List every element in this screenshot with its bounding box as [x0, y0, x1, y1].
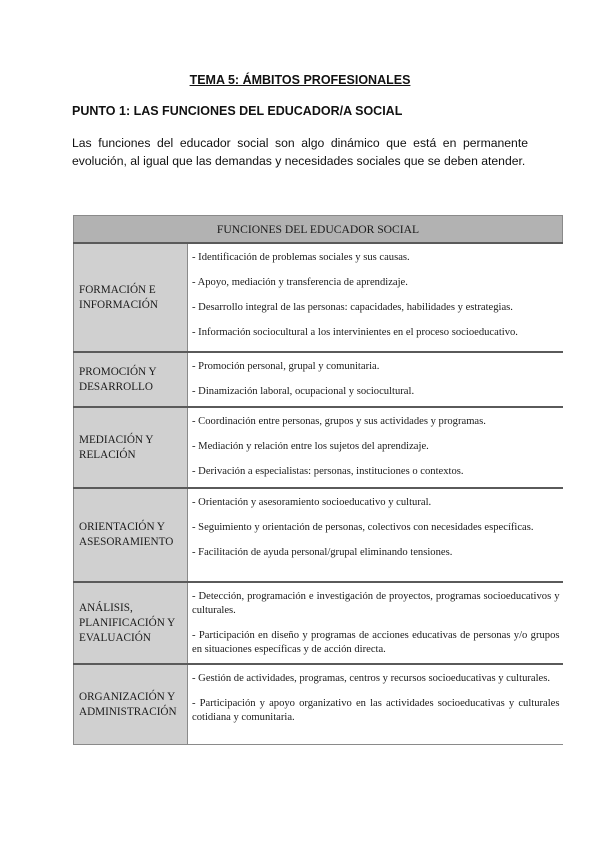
function-item: - Participación y apoyo organizativo en las actividades socioeducativas y culturales cotidiana y comunitaria. — [192, 698, 560, 723]
table-header-row — [74, 216, 563, 244]
section-heading: PUNTO 1: LAS FUNCIONES DEL EDUCADOR/A SOCIAL — [72, 104, 403, 118]
functions-table — [73, 215, 563, 745]
function-item: - Coordinación entre personas, grupos y sus actividades y programas. — [192, 416, 486, 427]
table-row — [74, 352, 563, 407]
function-item: - Desarrollo integral de las personas: capacidades, habilidades y estrategias. — [192, 302, 513, 313]
function-item: - Apoyo, mediación y transferencia de aprendizaje. — [192, 277, 408, 288]
table-row — [74, 582, 563, 664]
items-cell — [188, 407, 563, 488]
items-cell — [188, 664, 563, 745]
function-item: - Orientación y asesoramiento socioeducativo y cultural. — [192, 497, 432, 508]
category-cell: MEDIACIÓN Y RELACIÓN — [74, 407, 188, 488]
table-row — [74, 407, 563, 488]
function-item: - Gestión de actividades, programas, centros y recursos socioeducativas y culturales. — [192, 673, 551, 684]
function-item: - Promoción personal, grupal y comunitaria. — [192, 361, 380, 372]
function-item: - Participación en diseño y programas de acciones educativas de personas y/o grupos en situaciones específicas y de acción directa. — [192, 630, 560, 655]
table-row — [74, 664, 563, 745]
items-cell — [188, 582, 563, 664]
function-item: - Derivación a especialistas: personas, instituciones o contextos. — [192, 466, 464, 477]
category-cell: ORIENTACIÓN Y ASESORAMIENTO — [74, 488, 188, 582]
function-item: - Detección, programación e investigación de proyectos, programas socioeducativos y culturales. — [192, 591, 560, 616]
category-cell: ORGANIZACIÓN Y ADMINISTRACIÓN — [74, 664, 188, 745]
function-item: - Mediación y relación entre los sujetos del aprendizaje. — [192, 441, 429, 452]
table-header: FUNCIONES DEL EDUCADOR SOCIAL — [74, 216, 563, 244]
intro-paragraph: Las funciones del educador social son algo dinámico que está en permanente evolución, al igual que las demandas y necesidades sociales que se deben atender. — [72, 136, 528, 168]
category-cell: FORMACIÓN E INFORMACIÓN — [74, 243, 188, 352]
items-cell — [188, 243, 563, 352]
category-cell: PROMOCIÓN Y DESARROLLO — [74, 352, 188, 407]
function-item: - Facilitación de ayuda personal/grupal eliminando tensiones. — [192, 547, 453, 558]
function-item: - Identificación de problemas sociales y sus causas. — [192, 252, 410, 263]
items-cell — [188, 352, 563, 407]
items-cell — [188, 488, 563, 582]
function-item: - Dinamización laboral, ocupacional y sociocultural. — [192, 386, 415, 397]
table-row — [74, 488, 563, 582]
table-row — [74, 243, 563, 352]
document-title: TEMA 5: ÁMBITOS PROFESIONALES — [189, 73, 411, 87]
function-item: - Seguimiento y orientación de personas, colectivos con necesidades específicas. — [192, 522, 534, 533]
function-item: - Información sociocultural a los intervinientes en el proceso socioeducativo. — [192, 327, 518, 338]
category-cell: ANÁLISIS, PLANIFICACIÓN Y EVALUACIÓN — [74, 582, 188, 664]
